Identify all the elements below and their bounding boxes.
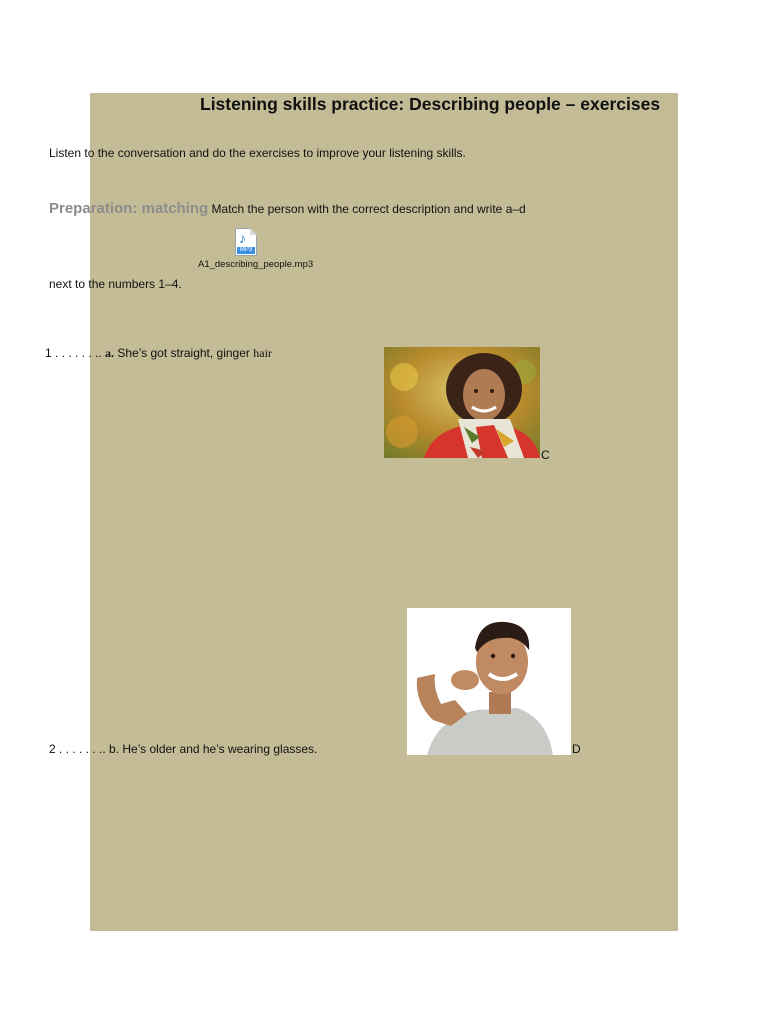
preparation-instruction-continued: next to the numbers 1–4.	[49, 277, 182, 291]
preparation-heading: Preparation: matching	[49, 200, 209, 217]
preparation-instruction: Match the person with the correct description and write a–d	[211, 202, 526, 216]
attachment-filename[interactable]: A1_describing_people.mp3	[198, 259, 314, 270]
document-background	[90, 93, 678, 931]
photo-girl-curly-hair	[384, 347, 540, 458]
description-text: b. He’s older and he’s wearing glasses.	[109, 742, 318, 756]
answer-blank[interactable]: 2 . . . . . . ..	[49, 742, 106, 756]
answer-blank[interactable]: 1 . . . . . . ..	[45, 346, 102, 360]
mp3-attachment[interactable]	[198, 228, 314, 270]
page-title: Listening skills practice: Describing people – exercises	[200, 94, 661, 114]
file-type-label: MP3	[237, 247, 255, 254]
preparation-line	[49, 200, 526, 217]
photo-label-c: C	[541, 448, 550, 462]
option-letter: a.	[105, 346, 115, 360]
mp3-file-icon[interactable]: ♪ MP3	[235, 228, 257, 256]
photo-man-smiling	[407, 608, 571, 755]
exercise-item-1	[45, 346, 272, 361]
photo-label-d: D	[572, 742, 581, 756]
exercise-item-2	[49, 742, 317, 756]
intro-text: Listen to the conversation and do the exercises to improve your listening skills.	[49, 146, 466, 160]
description-text: She’s got straight, ginger	[117, 346, 250, 360]
description-last-word: hair	[253, 346, 272, 360]
